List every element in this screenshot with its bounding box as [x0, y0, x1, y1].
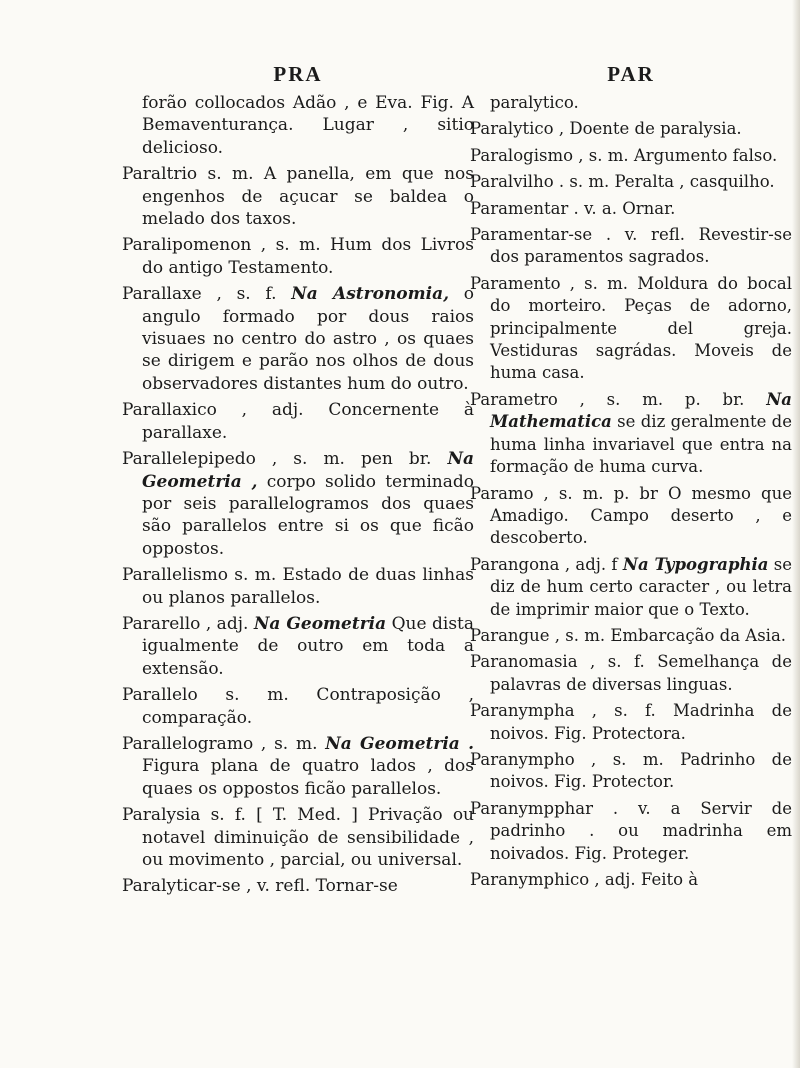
dictionary-entry — [122, 163, 474, 230]
entry-italic-text: Na Astronomia, — [291, 284, 450, 305]
entry-text: forão collocados Adão , e Eva. Fig. A Bemaventurança. Lugar , sitio delicioso. — [142, 93, 474, 158]
entry-text: paralytico. — [490, 93, 579, 112]
dictionary-entry — [122, 804, 474, 871]
column-header-right: PAR — [607, 62, 655, 86]
dictionary-entry — [122, 875, 474, 897]
entry-text: Parallaxico , adj. Concernente à parallaxe. — [122, 400, 474, 443]
entry-text: Paralytico , Doente de paralysia. — [470, 119, 742, 139]
entry-text: Parallelepipedo , s. m. pen br. — [122, 449, 448, 470]
dictionary-entry — [470, 651, 792, 696]
right-entries — [470, 92, 792, 891]
column-header-left: PRA — [273, 62, 323, 86]
entry-text: Paralvilho . s. m. Peralta , casquilho. — [470, 172, 775, 192]
entry-italic-text: Na Geometria . — [325, 733, 474, 754]
dictionary-entry — [470, 798, 792, 865]
entry-italic-text: Na Mathematica — [490, 389, 792, 432]
dictionary-entry — [122, 399, 474, 444]
entry-text: Parangona , adj. f — [470, 554, 623, 574]
entry-text: se diz de hum certo caracter , ou letra de imprimir maior que o Texto. — [490, 554, 792, 619]
dictionary-entry — [470, 224, 792, 269]
dictionary-entry — [470, 554, 792, 621]
entry-text: Que dista igualmente de outro em toda a extensão. — [142, 613, 475, 679]
dictionary-entry — [470, 198, 792, 220]
dictionary-entry — [122, 613, 474, 680]
dictionary-entry — [122, 448, 474, 560]
entry-text: Parallaxe , s. f. — [122, 284, 292, 305]
dictionary-entry — [470, 171, 792, 193]
entry-text: o angulo formado por dous raios visuaes no centro do astro , os quaes se dirigem e parão nos olhos de dous observadores distantes hum do outro. — [142, 284, 474, 394]
entry-italic-text: Na Typographia — [622, 554, 769, 574]
entry-text: Paranympphar . v. a Servir de padrinho . ou madrinha em noivados. Fig. Proteger. — [470, 798, 792, 863]
dictionary-entry — [470, 483, 792, 550]
entry-text: Paranomasia , s. f. Semelhança de palavras de diversas linguas. — [470, 652, 792, 694]
entry-text: Parangue , s. m. Embarcação da Asia. — [470, 625, 787, 645]
dictionary-entry — [122, 283, 474, 395]
entry-text: Paranympho , s. m. Padrinho de noivos. Fig. Protector. — [470, 749, 792, 792]
entry-text: Paranympha , s. f. Madrinha de noivos. Fig. Protectora. — [470, 701, 792, 743]
left-entries — [122, 92, 474, 898]
entry-text: Paramo , s. m. p. br O mesmo que Amadigo. Campo deserto , e descoberto. — [470, 483, 792, 548]
entry-text: Parallelismo s. m. Estado de duas linhas ou planos parallelos. — [122, 565, 474, 608]
entry-text: Parametro , s. m. p. br. — [470, 389, 767, 409]
entry-text: Paraltrio s. m. A panella, em que nos engenhos de açucar se baldea o melado dos taxos. — [122, 164, 474, 230]
entry-text: Pararello , adj. — [122, 613, 254, 634]
entry-italic-text: Na Geometria — [253, 613, 387, 634]
left-column — [122, 62, 474, 902]
dictionary-entry — [470, 273, 792, 385]
entry-text: Paramento , s. m. Moldura do bocal do morteiro. Peças de adorno, principalmente del greja. Vestiduras sagrádas. Moveis de huma casa. — [470, 273, 792, 383]
dictionary-entry — [122, 733, 474, 800]
entry-text: corpo solido terminado por seis parallelogramos dos quaes são parallelos entre si os que ficão oppostos. — [142, 471, 474, 559]
entry-text: Paralogismo , s. m. Argumento falso. — [470, 145, 778, 165]
dictionary-entry — [470, 118, 792, 140]
entry-text: Paranymphico , adj. Feito à — [470, 870, 699, 889]
entry-text: Figura plana de quatro lados , dos quaes os oppostos ficão parallelos. — [142, 756, 474, 799]
right-column — [470, 62, 792, 895]
page-edge — [792, 0, 800, 1068]
entry-text: Parallelogramo , s. m. — [122, 733, 326, 754]
dictionary-entry — [122, 564, 474, 609]
entry-text: Paralyticar-se , v. refl. Tornar-se — [122, 876, 398, 897]
dictionary-entry — [470, 389, 792, 479]
dictionary-entry — [470, 145, 792, 167]
entry-text: Parallelo s. m. Contraposição , comparação. — [122, 685, 474, 728]
dictionary-entry — [470, 625, 792, 647]
entry-text: Paramentar . v. a. Ornar. — [470, 198, 676, 218]
dictionary-entry — [122, 684, 474, 729]
dictionary-entry — [122, 92, 474, 159]
dictionary-entry — [470, 92, 792, 114]
dictionary-entry — [470, 700, 792, 745]
dictionary-entry — [470, 869, 792, 891]
entry-text: Paralysia s. f. [ T. Med. ] Privação ou notavel diminuição de sensibilidade , ou movimento , parcial, ou universal. — [122, 805, 474, 870]
entry-text: Paramentar-se . v. refl. Revestir-se dos paramentos sagrados. — [470, 225, 792, 267]
entry-text: se diz geralmente de huma linha invariavel que entra na formação de huma curva. — [490, 412, 792, 477]
entry-italic-text: Na Geometria , — [142, 449, 474, 492]
dictionary-entry — [122, 234, 474, 279]
dictionary-entry — [470, 749, 792, 794]
entry-text: Paralipomenon , s. m. Hum dos Livros do antigo Testamento. — [122, 235, 474, 278]
